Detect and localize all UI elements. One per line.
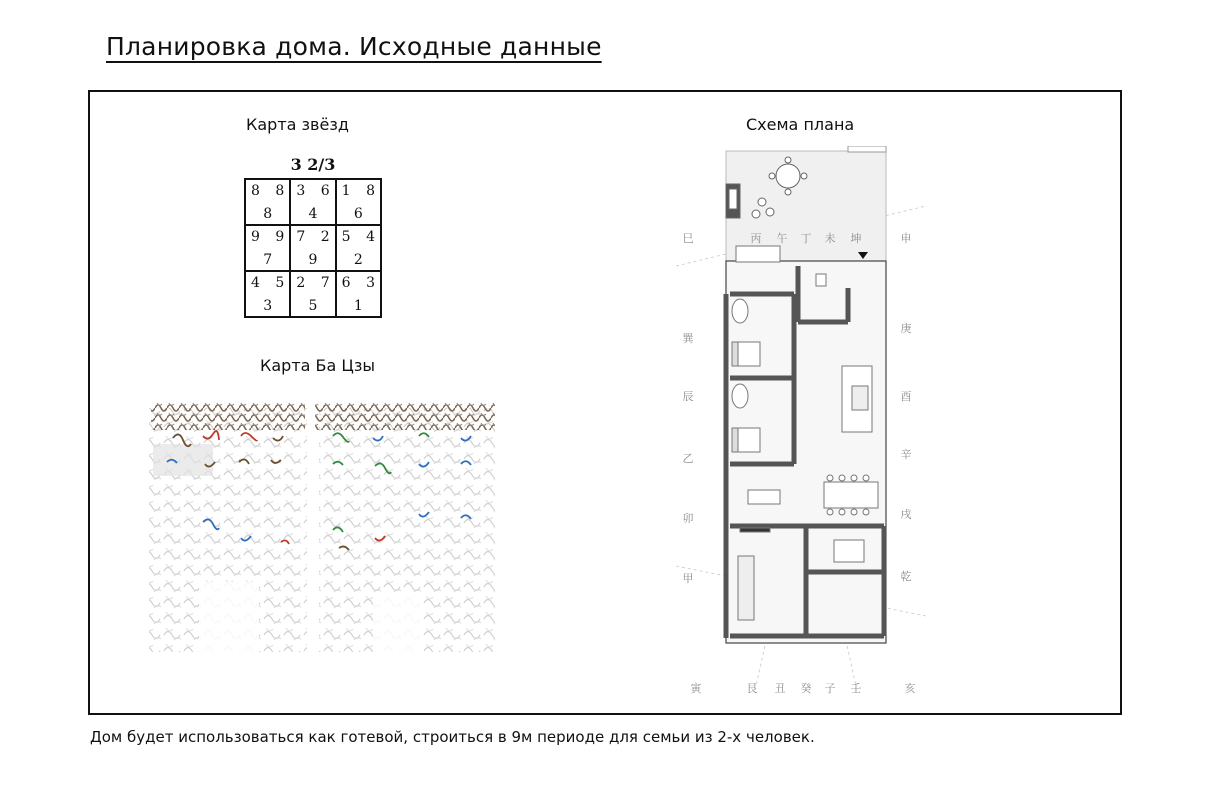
svg-text:艮: 艮 [746,682,758,695]
star-chart-cell [336,179,381,225]
svg-text:乙: 乙 [682,452,694,465]
caption: Дом будет использоваться как готевой, строиться в 9м периоде для семьи из 2-х человек. [90,728,815,746]
plan-left-marks [683,332,695,585]
star-chart-number: 7 [320,275,330,291]
svg-text:卯: 卯 [682,512,694,525]
svg-text:丑: 丑 [774,682,786,695]
svg-text:辰: 辰 [682,390,694,403]
star-chart-number: 2 [353,252,363,268]
star-chart-number: 4 [251,275,260,291]
star-chart-number: 6 [353,206,363,222]
star-chart-cell [290,179,335,225]
svg-text:丁: 丁 [800,232,812,245]
star-chart-number: 8 [263,206,273,222]
star-chart-number: 7 [263,252,273,268]
star-chart-cell [245,271,290,317]
star-chart-number: 3 [296,183,306,199]
svg-text:巳: 巳 [682,232,694,245]
svg-text:午: 午 [776,232,788,245]
svg-text:巽: 巽 [682,332,694,345]
svg-text:辛: 辛 [900,448,912,461]
svg-text:壬: 壬 [850,682,862,695]
plan-bottom-marks [691,681,916,695]
star-chart-grid [244,178,382,318]
star-chart-cell [290,271,335,317]
bazi-chart-image [143,402,495,652]
star-chart-number: 9 [275,229,285,245]
terrace-step [848,146,886,152]
star-chart-number: 2 [320,229,330,245]
bazi-chart-heading: Карта Ба Цзы [260,356,375,375]
star-chart-number: 8 [366,183,375,199]
star-chart-cell [290,225,335,271]
svg-text:乾: 乾 [900,570,912,583]
star-chart-number: 3 [263,298,273,314]
star-chart-cell [336,225,381,271]
star-chart-cell [245,225,290,271]
floor-plan [676,146,926,706]
svg-text:申: 申 [900,232,912,245]
svg-text:庚: 庚 [900,322,912,335]
svg-text:坤: 坤 [850,232,862,245]
svg-text:亥: 亥 [904,682,916,695]
svg-text:子: 子 [824,682,836,695]
svg-text:寅: 寅 [690,682,702,695]
svg-text:甲: 甲 [682,572,694,585]
star-chart-period: 3 2/3 [290,155,336,174]
plan-right-marks [901,321,912,583]
star-chart-number: 4 [308,206,318,222]
bazi-left-panel [149,402,307,652]
star-chart-number: 8 [251,183,260,199]
star-chart-number: 5 [341,229,351,245]
star-chart-number: 6 [341,275,351,291]
star-chart-cell [245,179,290,225]
star-chart-number: 3 [366,275,375,291]
star-chart-heading: Карта звёзд [246,115,349,134]
star-chart-number: 9 [251,229,260,245]
star-chart-number: 1 [341,183,351,199]
star-chart-number: 7 [296,229,306,245]
star-chart-cell [336,271,381,317]
plan-heading: Схема плана [746,115,855,134]
star-chart-number: 2 [296,275,306,291]
star-chart-number: 6 [320,183,330,199]
svg-text:戌: 戌 [900,508,912,521]
star-chart-number: 1 [353,298,363,314]
star-chart-number: 8 [275,183,285,199]
svg-text:丙: 丙 [750,232,762,245]
svg-text:癸: 癸 [800,682,812,695]
svg-text:未: 未 [824,232,836,245]
svg-text:酉: 酉 [900,390,912,403]
star-chart-number: 4 [366,229,375,245]
star-chart-number: 5 [308,298,318,314]
star-chart-number: 5 [275,275,285,291]
page-title: Планировка дома. Исходные данные [106,32,602,61]
star-chart-number: 9 [308,252,318,268]
